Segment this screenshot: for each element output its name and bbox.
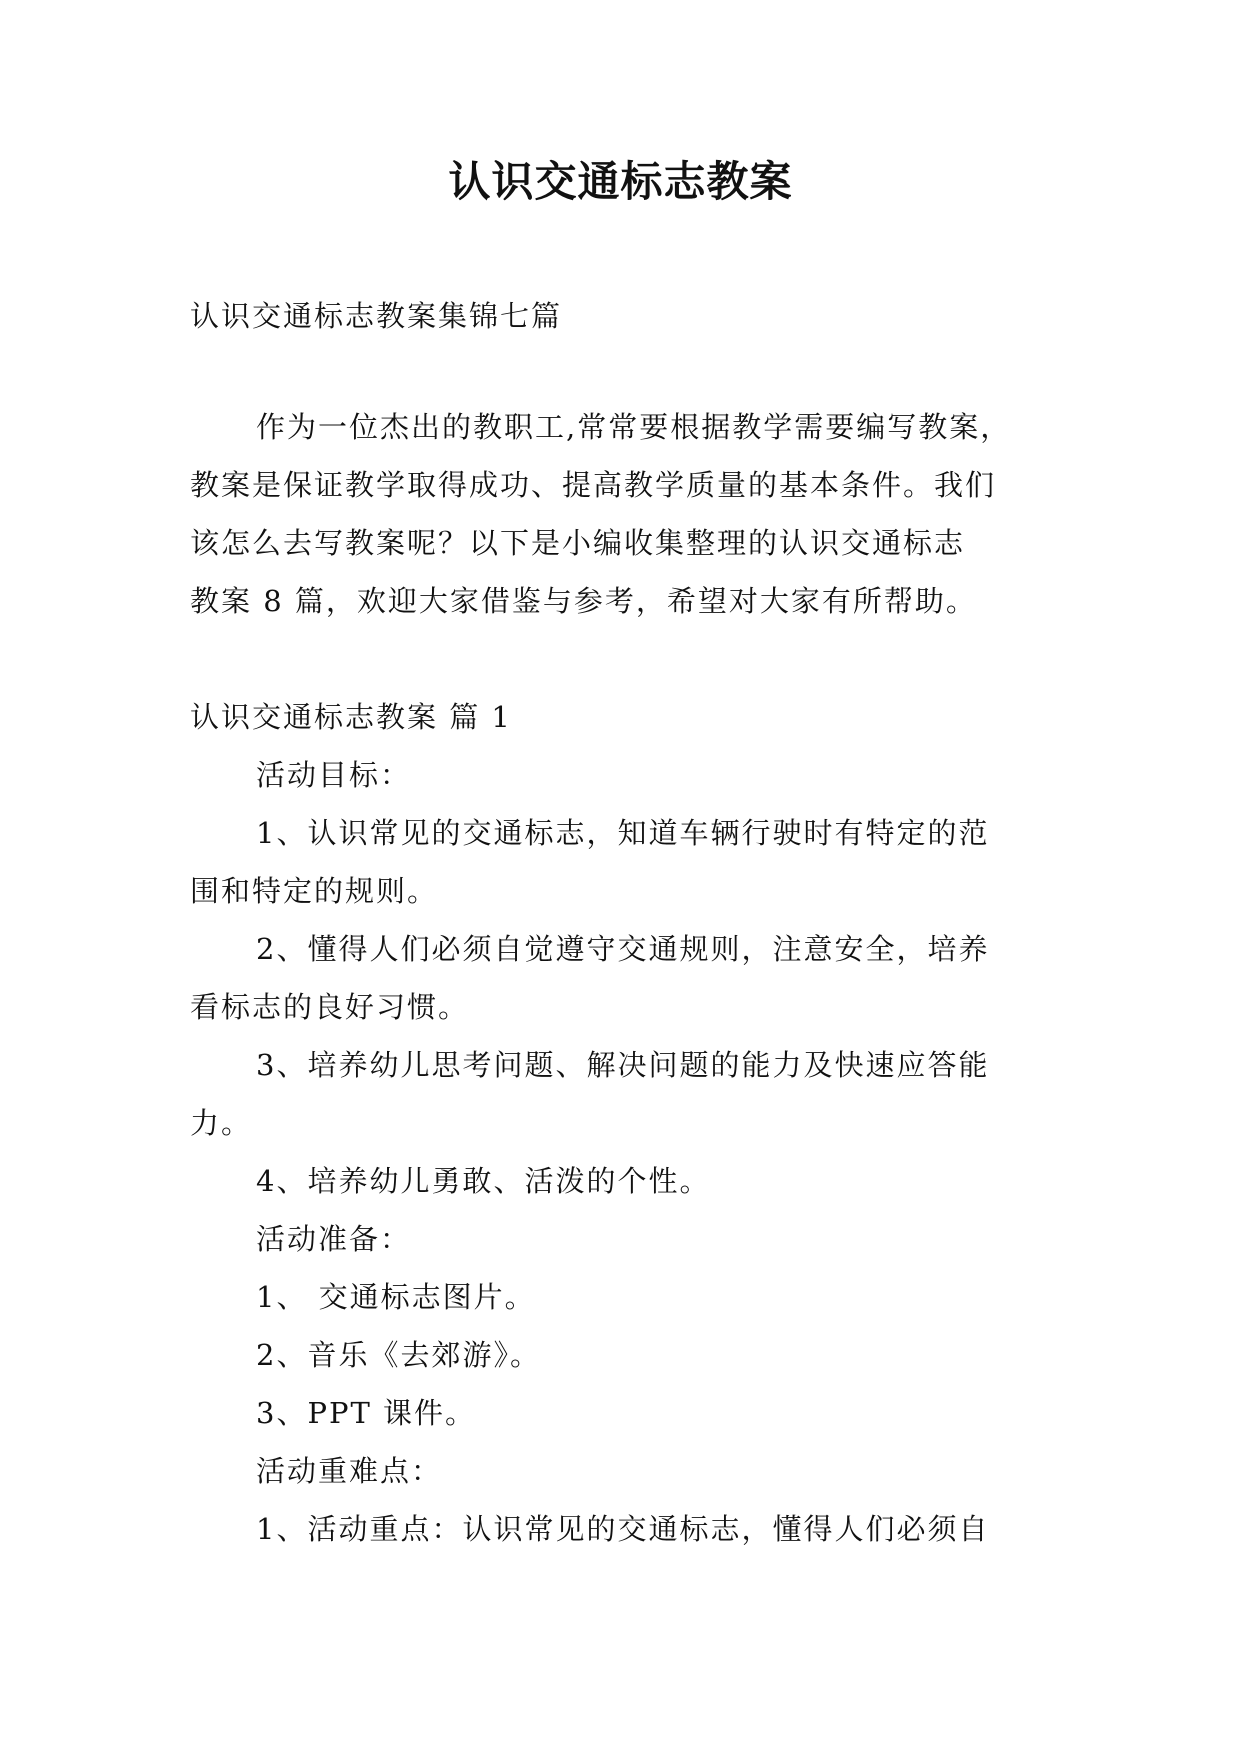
goal-item-2-line-2: 看标志的良好习惯。 [190,990,470,1024]
prep-item-3: 3、PPT 课件。 [256,1396,477,1430]
goal-item-1-line-1: 1、认识常见的交通标志，知道车辆行驶时有特定的范 [256,816,990,850]
intro-line-1: 作为一位杰出的教职工,常常要根据教学需要编写教案， [256,410,1012,444]
goals-heading: 活动目标： [256,758,412,792]
goal-item-2-line-1: 2、懂得人们必须自觉遵守交通规则，注意安全，培养 [256,932,990,966]
intro-line-4: 教案 8 篇，欢迎大家借鉴与参考，希望对大家有所帮助。 [190,584,977,618]
intro-line-3: 该怎么去写教案呢？以下是小编收集整理的认识交通标志 [190,526,966,560]
intro-line-2: 教案是保证教学取得成功、提高教学质量的基本条件。我们 [190,468,997,502]
section-heading: 认识交通标志教案 篇 1 [190,700,512,734]
key-points-heading: 活动重难点： [256,1454,443,1488]
document-subtitle: 认识交通标志教案集锦七篇 [190,299,563,333]
goal-item-3-line-1: 3、培养幼儿思考问题、解决问题的能力及快速应答能 [256,1048,990,1082]
key-point-item-1: 1、活动重点：认识常见的交通标志，懂得人们必须自 [256,1512,990,1546]
prep-item-2: 2、音乐《去郊游》。 [256,1338,541,1372]
prep-heading: 活动准备： [256,1222,412,1256]
goal-item-1-line-2: 围和特定的规则。 [190,874,439,908]
goal-item-4: 4、培养幼儿勇敢、活泼的个性。 [256,1164,711,1198]
goal-item-3-line-2: 力。 [190,1106,253,1140]
document-title: 认识交通标志教案 [448,157,793,206]
prep-item-1: 1、 交通标志图片。 [256,1280,536,1314]
